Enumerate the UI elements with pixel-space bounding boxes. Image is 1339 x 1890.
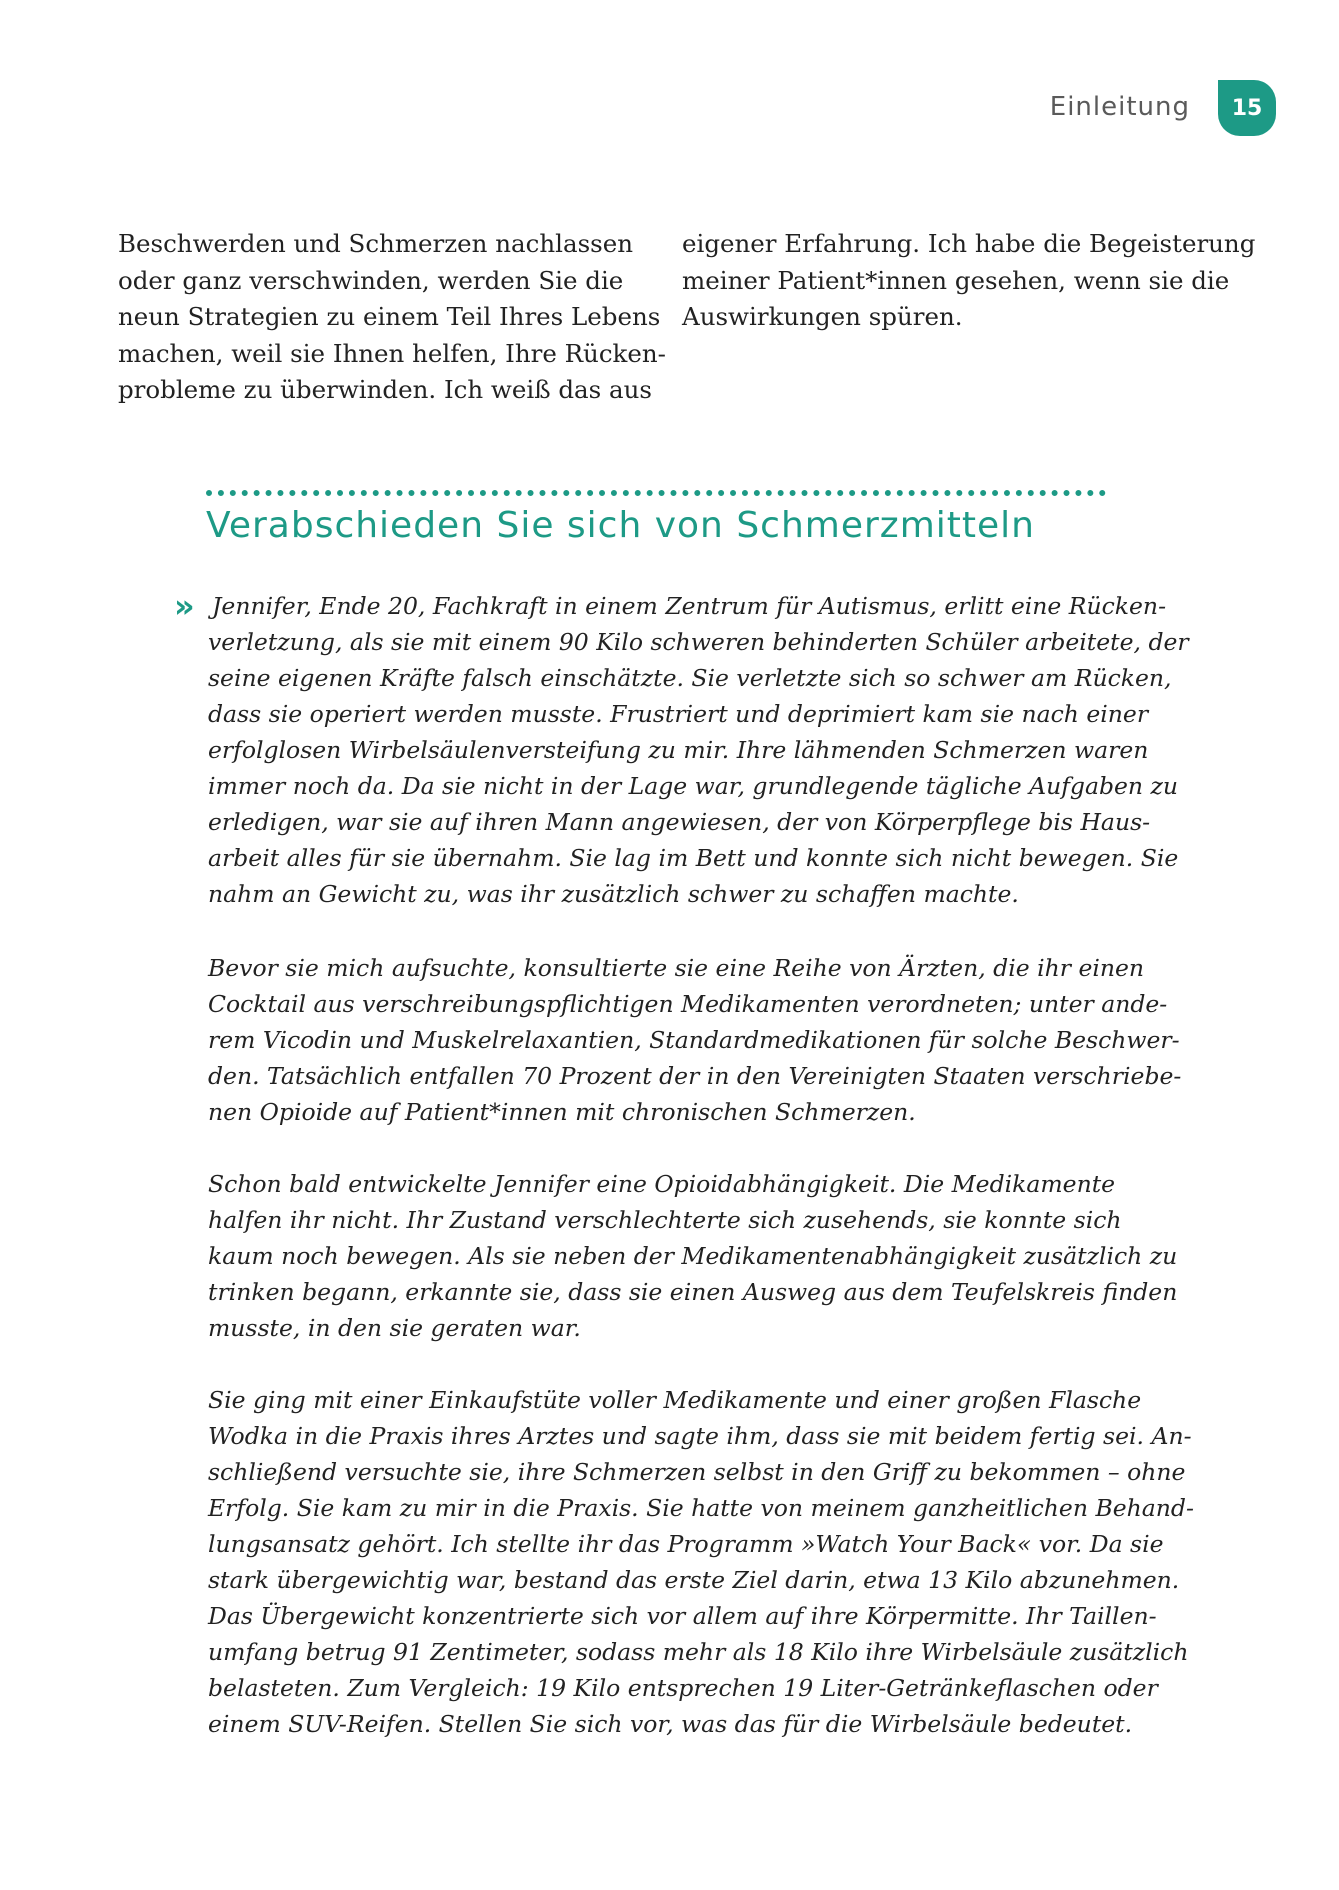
- text-line: trinken begann, erkannte sie, dass sie einen Ausweg aus dem Teufelskreis finden: [208, 1278, 1178, 1306]
- text-line: einem SUV-Reifen. Stellen Sie sich vor, was das für die Wirbelsäule bedeutet.: [208, 1710, 1133, 1738]
- text-line: kaum noch bewegen. Als sie neben der Medikamentenabhängigkeit zusätzlich zu: [208, 1242, 1178, 1270]
- text-line: neun Strategien zu einem Teil Ihres Lebens: [118, 302, 661, 331]
- text-line: nahm an Gewicht zu, was ihr zusätzlich schwer zu schaffen machte.: [208, 880, 1019, 908]
- case-paragraph-3: [208, 1166, 1208, 1346]
- text-line: verletzung, als sie mit einem 90 Kilo schweren behinderten Schüler arbeitete, der: [208, 628, 1189, 656]
- case-paragraph-1: [208, 588, 1208, 912]
- text-line: halfen ihr nicht. Ihr Zustand verschlechterte sich zusehends, sie konnte sich: [208, 1206, 1122, 1234]
- text-line: stark übergewichtig war, bestand das erste Ziel darin, etwa 13 Kilo abzunehmen.: [208, 1566, 1180, 1594]
- section-heading: Verabschieden Sie sich von Schmerzmitteln: [206, 505, 1035, 546]
- text-line: schließend versuchte sie, ihre Schmerzen selbst in den Griff zu bekommen – ohne: [208, 1458, 1186, 1486]
- text-line: musste, in den sie geraten war.: [208, 1314, 581, 1342]
- page-number-badge: 15: [1218, 80, 1276, 136]
- text-line: lungsansatz gehört. Ich stellte ihr das Programm »Watch Your Back« vor. Da sie: [208, 1530, 1164, 1558]
- text-line: immer noch da. Da sie nicht in der Lage war, grundlegende tägliche Aufgaben zu: [208, 772, 1179, 800]
- text-line: Bevor sie mich aufsuchte, konsultierte sie eine Reihe von Ärzten, die ihr einen: [208, 954, 1145, 982]
- text-line: belasteten. Zum Vergleich: 19 Kilo entsprechen 19 Liter-Getränkeflaschen oder: [208, 1674, 1158, 1702]
- text-line: arbeit alles für sie übernahm. Sie lag im Bett und konnte sich nicht bewegen. Sie: [208, 844, 1179, 872]
- section-divider: [206, 490, 1106, 496]
- text-line: Das Übergewicht konzentrierte sich vor allem auf ihre Körpermitte. Ihr Taillen-: [208, 1602, 1157, 1630]
- text-line: den. Tatsächlich entfallen 70 Prozent der in den Vereinigten Staaten verschriebe-: [208, 1062, 1182, 1090]
- text-line: Schon bald entwickelte Jennifer eine Opioidabhängigkeit. Die Medikamente: [208, 1170, 1116, 1198]
- text-line: Cocktail aus verschreibungspflichtigen Medikamenten verordneten; unter ande-: [208, 990, 1168, 1018]
- body-column-left: [118, 226, 666, 409]
- text-line: probleme zu überwinden. Ich weiß das aus: [118, 375, 652, 404]
- text-line: erledigen, war sie auf ihren Mann angewiesen, der von Körperpflege bis Haus-: [208, 808, 1151, 836]
- text-line: Auswirkungen spüren.: [682, 302, 963, 331]
- text-line: machen, weil sie Ihnen helfen, Ihre Rücken-: [118, 338, 666, 368]
- text-line: umfang betrug 91 Zentimeter, sodass mehr als 18 Kilo ihre Wirbelsäule zusätzlich: [208, 1638, 1189, 1666]
- text-line: nen Opioide auf Patient*innen mit chronischen Schmerzen.: [208, 1098, 916, 1126]
- text-line: rem Vicodin und Muskelrelaxantien, Standardmedikationen für solche Beschwer-: [208, 1026, 1180, 1054]
- text-line: Erfolg. Sie kam zu mir in die Praxis. Sie hatte von meinem ganzheitlichen Behand-: [208, 1494, 1194, 1522]
- case-paragraph-2: [208, 950, 1208, 1130]
- running-head: Einleitung: [1049, 92, 1190, 122]
- case-paragraph-4: [208, 1382, 1208, 1742]
- text-line: erfolglosen Wirbelsäulenversteifung zu mir. Ihre lähmenden Schmerzen waren: [208, 736, 1149, 764]
- text-line: meiner Patient*innen gesehen, wenn sie die: [682, 265, 1230, 295]
- text-line: oder ganz verschwinden, werden Sie die: [118, 265, 624, 295]
- text-line: Sie ging mit einer Einkaufstüte voller Medikamente und einer großen Flasche: [208, 1386, 1142, 1414]
- text-line: seine eigenen Kräfte falsch einschätzte. Sie verletzte sich so schwer am Rücken,: [208, 664, 1172, 692]
- text-line: Wodka in die Praxis ihres Arztes und sagte ihm, dass sie mit beidem fertig sei. An-: [208, 1422, 1192, 1450]
- text-line: Beschwerden und Schmerzen nachlassen: [118, 229, 633, 258]
- text-line: dass sie operiert werden musste. Frustriert und deprimiert kam sie nach einer: [208, 700, 1149, 728]
- text-line: eigener Erfahrung. Ich habe die Begeisterung: [682, 229, 1256, 258]
- body-column-right: [682, 226, 1256, 336]
- quote-marker-icon: »: [174, 587, 195, 625]
- text-line: Jennifer, Ende 20, Fachkraft in einem Zentrum für Autismus, erlitt eine Rücken-: [212, 592, 1167, 620]
